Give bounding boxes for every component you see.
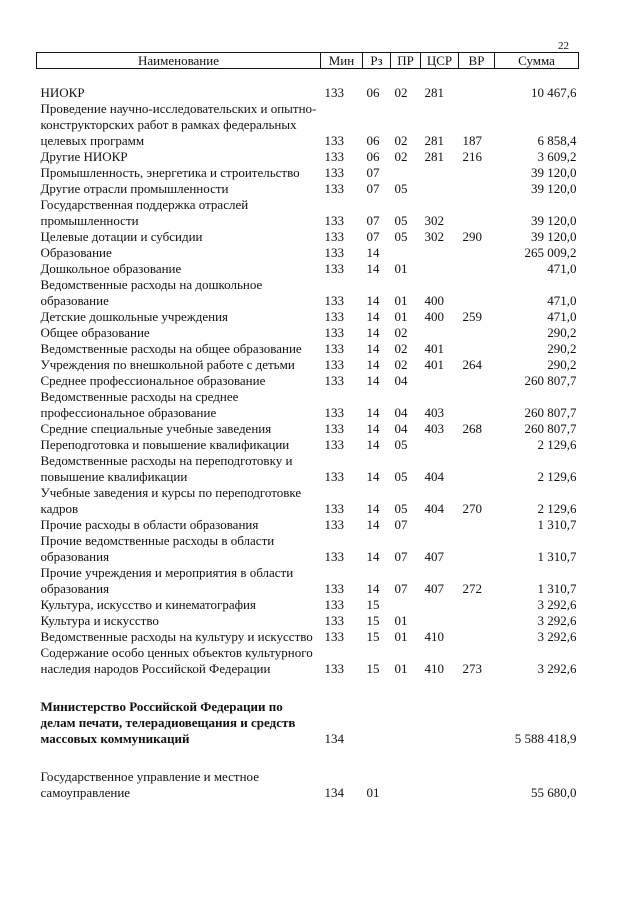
cell-rz: 14: [366, 245, 380, 260]
cell-rz: 15: [366, 629, 380, 644]
cell-name: Ведомственные расходы на среднее профессиональное образование: [40, 389, 239, 420]
cell-rz: 14: [366, 341, 380, 356]
cell-sum: 6 858,4: [537, 133, 577, 148]
cell-sum: 1 310,7: [537, 549, 577, 564]
cell-csr: 401: [424, 341, 444, 356]
cell-csr: [421, 181, 459, 197]
cell-name: НИОКР: [40, 85, 85, 100]
cell-vr: [459, 437, 495, 453]
cell-sum: 260 807,7: [524, 373, 577, 388]
cell-sum: 265 009,2: [524, 245, 577, 260]
cell-csr: 407: [424, 549, 444, 564]
cell-min: 133: [324, 581, 344, 596]
cell-pr: 05: [394, 501, 408, 516]
cell-pr: 07: [394, 517, 408, 532]
cell-vr: [459, 517, 495, 533]
cell-min: 133: [324, 549, 344, 564]
table-body: [37, 69, 579, 802]
cell-rz: 07: [366, 229, 380, 244]
cell-name: Общее образование: [40, 325, 150, 340]
cell-csr: 400: [424, 293, 444, 308]
cell-csr: [421, 245, 459, 261]
table-row: [37, 101, 579, 149]
cell-rz: 06: [366, 85, 380, 100]
cell-sum: 39 120,0: [531, 165, 577, 180]
cell-vr: 290: [462, 229, 482, 244]
cell-csr: [421, 165, 459, 181]
cell-sum: 2 129,6: [537, 501, 577, 516]
cell-min: 133: [324, 437, 344, 452]
cell-pr: 02: [394, 341, 408, 356]
cell-name: Средние специальные учебные заведения: [40, 421, 272, 436]
cell-csr: 281: [424, 133, 444, 148]
cell-vr: [459, 277, 495, 309]
cell-name: Ведомственные расходы на общее образование: [40, 341, 302, 356]
cell-sum: 260 807,7: [524, 405, 577, 420]
cell-csr: 302: [424, 229, 444, 244]
cell-csr: [421, 373, 459, 389]
cell-rz: 14: [366, 261, 380, 276]
table-row: [37, 533, 579, 565]
page-number: 22: [558, 40, 569, 52]
cell-pr: 05: [394, 181, 408, 196]
cell-rz: 07: [366, 165, 380, 180]
cell-pr: 01: [394, 261, 408, 276]
cell-csr: [421, 325, 459, 341]
cell-vr: [459, 389, 495, 421]
cell-vr: [459, 197, 495, 229]
cell-min: 133: [324, 629, 344, 644]
cell-min: 133: [324, 469, 344, 484]
cell-sum: 5 588 418,9: [514, 731, 577, 746]
cell-min: 133: [324, 517, 344, 532]
table-row: [37, 309, 579, 325]
cell-pr: 07: [394, 549, 408, 564]
cell-vr: 187: [462, 133, 482, 148]
table-header: [37, 53, 579, 69]
cell-min: 133: [324, 245, 344, 260]
cell-sum: 3 292,6: [537, 629, 577, 644]
cell-pr: 02: [394, 149, 408, 164]
cell-rz: [363, 677, 391, 747]
cell-min: 133: [324, 373, 344, 388]
cell-vr: 270: [462, 501, 482, 516]
cell-pr: 02: [394, 325, 408, 340]
cell-rz: 14: [366, 549, 380, 564]
cell-sum: 3 292,6: [537, 597, 577, 612]
cell-pr: 04: [394, 373, 408, 388]
cell-rz: 15: [366, 597, 380, 612]
cell-pr: 01: [394, 629, 408, 644]
cell-vr: [459, 245, 495, 261]
cell-min: 133: [324, 357, 344, 372]
cell-csr: 400: [424, 309, 444, 324]
header-csr: ЦСР: [421, 53, 459, 69]
cell-vr: 273: [462, 661, 482, 676]
cell-pr: [391, 245, 421, 261]
cell-rz: 14: [366, 373, 380, 388]
cell-sum: 3 292,6: [537, 661, 577, 676]
cell-vr: 259: [462, 309, 482, 324]
cell-csr: [421, 677, 459, 747]
cell-name: Учебные заведения и курсы по переподготовке кадров: [40, 485, 302, 516]
cell-pr: 05: [394, 229, 408, 244]
cell-csr: 404: [424, 501, 444, 516]
cell-pr: [391, 677, 421, 747]
cell-sum: 1 310,7: [537, 517, 577, 532]
table-row: [37, 325, 579, 341]
cell-rz: 14: [366, 405, 380, 420]
table-row: [37, 149, 579, 165]
cell-min: 133: [324, 165, 344, 180]
cell-rz: 14: [366, 421, 380, 436]
cell-pr: 04: [394, 405, 408, 420]
header-rz: Рз: [363, 53, 391, 69]
cell-rz: 14: [366, 501, 380, 516]
cell-name: Ведомственные расходы на культуру и искусство: [40, 629, 313, 644]
cell-pr: 05: [394, 469, 408, 484]
cell-rz: 01: [366, 785, 380, 800]
table-row: [37, 341, 579, 357]
cell-name: Прочие ведомственные расходы в области образования: [40, 533, 275, 564]
cell-pr: [391, 165, 421, 181]
cell-csr: [421, 517, 459, 533]
cell-sum: 290,2: [547, 357, 577, 372]
cell-csr: 281: [424, 149, 444, 164]
cell-rz: 07: [366, 213, 380, 228]
cell-name: Культура и искусство: [40, 613, 159, 628]
cell-csr: 401: [424, 357, 444, 372]
cell-min: 133: [324, 261, 344, 276]
cell-sum: 55 680,0: [531, 785, 577, 800]
cell-vr: [459, 261, 495, 277]
cell-rz: 14: [366, 517, 380, 532]
cell-min: 133: [324, 85, 344, 100]
header-sum: Сумма: [495, 53, 579, 69]
cell-csr: 403: [424, 421, 444, 436]
cell-min: 133: [324, 613, 344, 628]
table-row: [37, 613, 579, 629]
cell-name: Государственное управление и местное самоуправление: [40, 769, 259, 800]
cell-min: 133: [324, 421, 344, 436]
cell-sum: 471,0: [547, 293, 577, 308]
cell-pr: 01: [394, 309, 408, 324]
table-row: [37, 747, 579, 801]
cell-sum: 471,0: [547, 261, 577, 276]
cell-pr: [391, 747, 421, 801]
cell-vr: [459, 629, 495, 645]
cell-rz: 14: [366, 437, 380, 452]
cell-name: Образование: [40, 245, 112, 260]
cell-sum: 39 120,0: [531, 229, 577, 244]
cell-name: Другие НИОКР: [40, 149, 128, 164]
cell-csr: [421, 597, 459, 613]
cell-vr: [459, 165, 495, 181]
cell-pr: 04: [394, 421, 408, 436]
cell-rz: 14: [366, 309, 380, 324]
cell-min: 133: [324, 309, 344, 324]
cell-pr: 02: [394, 133, 408, 148]
cell-pr: 05: [394, 437, 408, 452]
cell-vr: [459, 747, 495, 801]
cell-min: 133: [324, 661, 344, 676]
table-row: [37, 277, 579, 309]
cell-vr: [459, 533, 495, 565]
cell-csr: 410: [424, 629, 444, 644]
cell-min: 133: [324, 501, 344, 516]
cell-name: Проведение научно-исследовательских и опытно-конструкторских работ в рамках федеральных целевых программ: [40, 101, 317, 148]
cell-name: Министерство Российской Федерации по делам печати, телерадиовещания и средств массовых коммуникаций: [40, 699, 296, 746]
cell-pr: 02: [394, 357, 408, 372]
cell-name: Целевые дотации и субсидии: [40, 229, 203, 244]
cell-vr: [459, 373, 495, 389]
cell-rz: 14: [366, 581, 380, 596]
table-row: [37, 229, 579, 245]
table-row: [37, 373, 579, 389]
cell-pr: 01: [394, 661, 408, 676]
table-row: [37, 629, 579, 645]
cell-min: 133: [324, 341, 344, 356]
cell-name: Культура, искусство и кинематография: [40, 597, 256, 612]
cell-min: 134: [324, 785, 344, 800]
cell-min: 133: [324, 325, 344, 340]
table-row: [37, 357, 579, 373]
cell-vr: [459, 453, 495, 485]
cell-sum: 3 609,2: [537, 149, 577, 164]
cell-csr: [421, 613, 459, 629]
cell-csr: 403: [424, 405, 444, 420]
cell-sum: 2 129,6: [537, 437, 577, 452]
cell-pr: 05: [394, 213, 408, 228]
cell-pr: 01: [394, 293, 408, 308]
cell-vr: [459, 613, 495, 629]
table-row: [37, 197, 579, 229]
cell-sum: 260 807,7: [524, 421, 577, 436]
cell-name: Ведомственные расходы на дошкольное образование: [40, 277, 263, 308]
cell-vr: [459, 325, 495, 341]
cell-rz: 06: [366, 149, 380, 164]
cell-name: Прочие учреждения и мероприятия в области образования: [40, 565, 294, 596]
cell-csr: 281: [424, 85, 444, 100]
table-row: [37, 565, 579, 597]
cell-min: 133: [324, 133, 344, 148]
cell-vr: 268: [462, 421, 482, 436]
table-row: [37, 597, 579, 613]
cell-min: 133: [324, 597, 344, 612]
cell-name: Среднее профессиональное образование: [40, 373, 266, 388]
table-row: [37, 69, 579, 102]
cell-vr: [459, 677, 495, 747]
header-min: Мин: [321, 53, 363, 69]
cell-vr: 272: [462, 581, 482, 596]
cell-sum: 3 292,6: [537, 613, 577, 628]
cell-sum: 290,2: [547, 341, 577, 356]
cell-name: Прочие расходы в области образования: [40, 517, 259, 532]
cell-min: 133: [324, 213, 344, 228]
table-row: [37, 517, 579, 533]
table-row: [37, 485, 579, 517]
cell-name: Дошкольное образование: [40, 261, 182, 276]
cell-min: 134: [324, 731, 344, 746]
table-row: [37, 421, 579, 437]
header-pr: ПР: [391, 53, 421, 69]
cell-min: 133: [324, 229, 344, 244]
cell-csr: 404: [424, 469, 444, 484]
budget-table: [36, 52, 579, 801]
header-name: Наименование: [37, 53, 321, 69]
cell-name: Промышленность, энергетика и строительство: [40, 165, 300, 180]
cell-sum: 39 120,0: [531, 213, 577, 228]
cell-vr: 216: [462, 149, 482, 164]
cell-pr: 02: [394, 85, 408, 100]
table-row: [37, 245, 579, 261]
cell-rz: 14: [366, 293, 380, 308]
cell-sum: 10 467,6: [531, 85, 577, 100]
cell-pr: [391, 597, 421, 613]
table-row: [37, 389, 579, 421]
cell-csr: 302: [424, 213, 444, 228]
cell-min: 133: [324, 181, 344, 196]
cell-csr: 407: [424, 581, 444, 596]
cell-rz: 15: [366, 613, 380, 628]
cell-rz: 07: [366, 181, 380, 196]
table-row: [37, 437, 579, 453]
cell-min: 133: [324, 405, 344, 420]
table-row: [37, 677, 579, 747]
cell-name: Ведомственные расходы на переподготовку и повышение квалификации: [40, 453, 293, 484]
cell-csr: 410: [424, 661, 444, 676]
cell-rz: 14: [366, 357, 380, 372]
cell-pr: 07: [394, 581, 408, 596]
header-vr: ВР: [459, 53, 495, 69]
table-row: [37, 453, 579, 485]
cell-name: Государственная поддержка отраслей промышленности: [40, 197, 249, 228]
cell-name: Детские дошкольные учреждения: [40, 309, 229, 324]
cell-csr: [421, 437, 459, 453]
cell-rz: 06: [366, 133, 380, 148]
cell-sum: 471,0: [547, 309, 577, 324]
table-row: [37, 165, 579, 181]
cell-vr: [459, 181, 495, 197]
cell-min: 133: [324, 293, 344, 308]
cell-rz: 14: [366, 325, 380, 340]
cell-name: Содержание особо ценных объектов культурного наследия народов Российской Федерации: [40, 645, 313, 676]
table-row: [37, 261, 579, 277]
cell-sum: 2 129,6: [537, 469, 577, 484]
cell-csr: [421, 261, 459, 277]
cell-rz: 14: [366, 469, 380, 484]
cell-name: Другие отрасли промышленности: [40, 181, 229, 196]
cell-sum: 1 310,7: [537, 581, 577, 596]
cell-vr: 264: [462, 357, 482, 372]
cell-sum: 290,2: [547, 325, 577, 340]
cell-csr: [421, 747, 459, 801]
table-row: [37, 645, 579, 677]
cell-name: Переподготовка и повышение квалификации: [40, 437, 290, 452]
table-row: [37, 181, 579, 197]
cell-pr: 01: [394, 613, 408, 628]
cell-sum: 39 120,0: [531, 181, 577, 196]
cell-vr: [459, 597, 495, 613]
cell-vr: [459, 69, 495, 102]
cell-name: Учреждения по внешкольной работе с детьми: [40, 357, 295, 372]
cell-rz: 15: [366, 661, 380, 676]
cell-min: 133: [324, 149, 344, 164]
cell-vr: [459, 341, 495, 357]
